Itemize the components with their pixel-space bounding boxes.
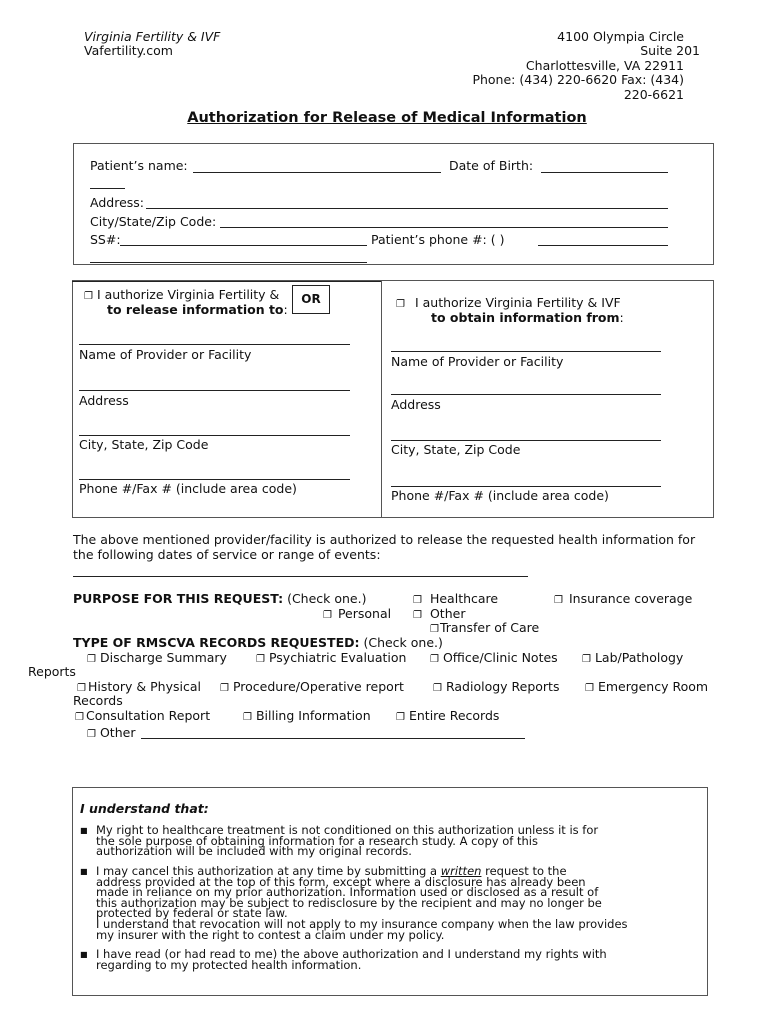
b2-line: made in reliance on my prior authorization. Information used or disclosed as a result of [96,885,599,900]
rec-entire-label: Entire Records [408,708,500,723]
checkbox-icon: ❐ [396,712,405,723]
release-to-auth-text: I authorize Virginia Fertility & [96,287,280,302]
purpose-other[interactable] [413,606,465,621]
checkbox-icon: ❐ [413,595,422,606]
phone-line: Phone: (434) 220-6620 Fax: (434) [472,72,684,87]
b3-line: I have read (or had read to me) the above authorization and I understand my rights with [96,947,607,961]
checkbox-icon: ❐ [585,683,594,694]
checkbox-icon: ❐ [77,683,86,694]
rec-billing-label: Billing Information [255,708,371,723]
obtain-from-auth-text: I authorize Virginia Fertility & IVF [414,295,621,310]
checkbox-icon: ❐ [256,654,265,665]
b2-pre: I may cancel this authorization at any time by submitting a [96,864,441,878]
rec-consult[interactable] [75,708,210,723]
checkbox-icon: ❐ [396,299,405,310]
rec-consult-label: Consultation Report [85,708,211,723]
left-phone-field[interactable] [79,479,350,480]
purpose-transfer-label: Transfer of Care [439,620,540,635]
patient-name-label: Patient’s name: [90,158,188,173]
right-phone-field[interactable] [391,486,661,487]
rec-procedure[interactable] [220,679,404,694]
checkbox-icon: ❐ [75,712,84,723]
right-provider-label: Name of Provider or Facility [391,354,564,369]
release-to-heading-bold: to release information to [107,302,284,317]
purpose-insurance[interactable] [554,591,692,606]
release-to-colon: : [283,302,288,317]
rec-er[interactable] [585,679,708,694]
dob-field-overflow [90,188,125,189]
obtain-from-heading [431,310,624,325]
understand-heading: I understand that: [80,801,209,816]
rec-other-label: Other [99,725,136,740]
b2-line: I understand that revocation will not apply to my insurance company when the law provides [96,916,628,931]
city-field[interactable] [220,227,668,228]
ss-label: SS#: [90,232,121,247]
purpose-personal[interactable] [323,606,391,621]
address-line2: Suite 201 [640,43,700,58]
b2-line: address provided at the top of this form, except where a disclosure has already been [96,874,586,889]
understand-b2 [96,866,628,940]
purpose-insurance-label: Insurance coverage [568,591,693,606]
dates-text-1: The above mentioned provider/facility is authorized to release the requested health information for [73,532,696,547]
purpose-heading [73,591,366,606]
right-phone-label: Phone #/Fax # (include area code) [391,488,609,503]
purpose-healthcare[interactable] [413,591,498,606]
rec-entire[interactable] [396,708,499,723]
records-heading [73,635,443,650]
dob-field[interactable] [541,172,668,173]
checkbox-icon: ❐ [87,729,96,740]
dates-text-2: the following dates of service or range of events: [73,547,381,562]
rec-er-label: Emergency Room [597,679,709,694]
release-to-auth[interactable] [84,287,279,302]
rec-radiology[interactable] [433,679,559,694]
left-city-label: City, State, Zip Code [79,437,209,452]
rec-billing[interactable] [243,708,371,723]
dates-field[interactable] [73,576,528,577]
checkbox-icon: ❐ [84,291,93,302]
obtain-from-colon: : [619,310,624,325]
ss-field[interactable] [120,245,367,246]
purpose-transfer[interactable] [430,620,539,635]
rec-psych[interactable] [256,650,406,665]
address-line3: Charlottesville, VA 22911 [525,58,684,73]
rec-psych-label: Psychiatric Evaluation [268,650,407,665]
rec-history-label: History & Physical [87,679,201,694]
right-city-label: City, State, Zip Code [391,442,521,457]
release-box-divider [381,280,382,518]
website: Vafertility.com [84,43,173,58]
rec-procedure-label: Procedure/Operative report [232,679,404,694]
page-title: Authorization for Release of Medical Information [187,110,587,126]
fax-rest: 220-6621 [623,87,684,102]
patient-phone-label: Patient’s phone #: ( ) [371,232,505,247]
rec-history[interactable] [77,679,201,694]
purpose-healthcare-label: Healthcare [429,591,499,606]
b3-line: regarding to my protected health information. [96,957,362,972]
bullet-icon: ■ [80,950,88,959]
rec-other-field[interactable] [141,738,525,739]
left-address-label: Address [79,393,129,408]
b2-line: this authorization may be subject to redisclosure by the recipient and may no longer be [96,895,602,910]
checkbox-icon: ❐ [582,654,591,665]
left-provider-field[interactable] [79,344,350,345]
b1-line: authorization will be included with my original records. [96,844,412,859]
checkbox-icon: ❐ [433,683,442,694]
checkbox-icon: ❐ [430,624,439,635]
checkbox-icon: ❐ [554,595,563,606]
bullet-icon: ■ [80,867,88,876]
understand-b3 [96,949,607,970]
org-name: Virginia Fertility & IVF [84,29,221,44]
divider [72,281,382,282]
patient-name-field[interactable] [193,172,441,173]
rec-lab-cont: Reports [28,664,76,679]
checkbox-icon: ❐ [323,610,332,621]
bullet-icon: ■ [80,826,88,835]
rec-discharge-label: Discharge Summary [99,650,227,665]
patient-phone-field[interactable] [538,245,668,246]
records-check-one: (Check one.) [363,635,443,650]
checkbox-icon: ❐ [243,712,252,723]
purpose-label: PURPOSE FOR THIS REQUEST: [73,591,284,606]
purpose-check-one: (Check one.) [287,591,367,606]
city-label: City/State/Zip Code: [90,214,217,229]
left-provider-label: Name of Provider or Facility [79,347,252,362]
b2-line: my insurer with the right to contest a claim under my policy. [96,927,445,942]
b1-line: My right to healthcare treatment is not conditioned on this authorization unless it is for [96,823,599,837]
b2-post: request to the [481,864,567,878]
b2-line: protected by federal or state law. [96,906,288,921]
obtain-from-auth[interactable] [396,295,621,310]
checkbox-icon: ❐ [430,654,439,665]
rec-office-label: Office/Clinic Notes [442,650,558,665]
right-address-field[interactable] [391,394,661,395]
understand-b1 [96,825,598,857]
address-field[interactable] [146,208,668,209]
checkbox-icon: ❐ [220,683,229,694]
rec-lab-label: Lab/Pathology [594,650,684,665]
rec-office[interactable] [430,650,558,665]
left-phone-label: Phone #/Fax # (include area code) [79,481,297,496]
right-city-field[interactable] [391,440,661,441]
rec-discharge[interactable] [87,650,227,665]
right-address-label: Address [391,397,441,412]
dob-label: Date of Birth: [449,158,534,173]
purpose-other-label: Other [429,606,466,621]
rec-radiology-label: Radiology Reports [445,679,560,694]
checkbox-icon: ❐ [87,654,96,665]
b1-line: the sole purpose of obtaining information for a research study. A copy of this [96,833,538,848]
rec-other[interactable] [87,725,135,740]
left-city-field[interactable] [79,435,350,436]
right-provider-field[interactable] [391,351,661,352]
release-to-heading [107,302,288,317]
rec-lab[interactable] [582,650,683,665]
b2-written: written [440,864,482,878]
records-label: TYPE OF RMSCVA RECORDS REQUESTED: [73,635,360,650]
ss-field-overflow [90,262,367,263]
address-line1: 4100 Olympia Circle [557,29,684,44]
purpose-personal-label: Personal [337,606,392,621]
left-address-field[interactable] [79,390,350,391]
checkbox-icon: ❐ [413,610,422,621]
address-label: Address: [90,195,144,210]
rec-er-cont: Records [73,693,123,708]
obtain-from-heading-bold: to obtain information from [431,310,620,325]
or-badge: OR [292,285,330,314]
